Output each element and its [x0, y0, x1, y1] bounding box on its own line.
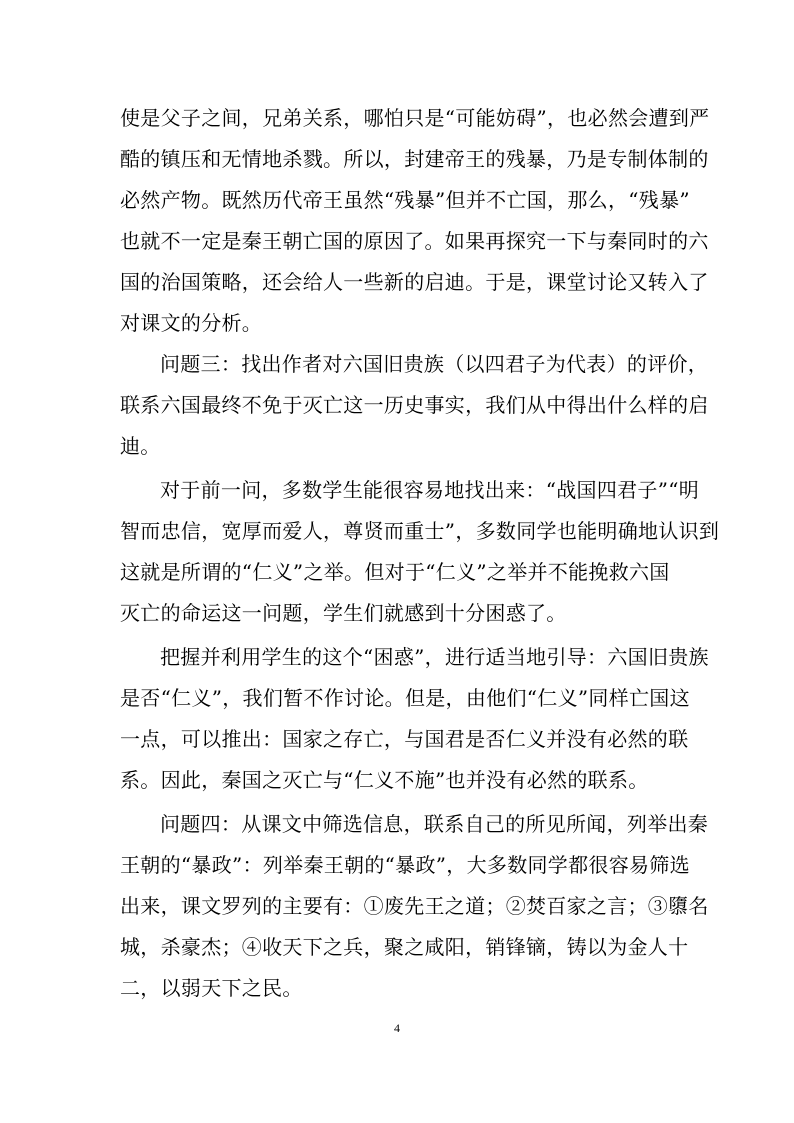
text-line: 系。因此，秦国之灭亡与“仁义不施”也并没有必然的联系。: [120, 768, 649, 792]
text-line: 是否“仁义”，我们暂不作讨论。但是，由他们“仁义”同样亡国这: [120, 686, 690, 710]
paragraph-first-line: 问题三：找出作者对六国旧贵族（以四君子为代表）的评价，: [160, 352, 709, 376]
text-line: 对课文的分析。: [120, 311, 263, 335]
paragraph-first-line: 问题四：从课文中筛选信息，联系自己的所见所闻，列举出秦: [160, 812, 709, 836]
text-line: 二，以弱天下之民。: [120, 976, 303, 1000]
text-line: 也就不一定是秦王朝亡国的原因了。如果再探究一下与秦同时的六: [120, 229, 709, 253]
text-line: 灭亡的命运这一问题，学生们就感到十分困惑了。: [120, 601, 567, 625]
text-line: 王朝的“暴政”：列举秦王朝的“暴政”，大多数同学都很容易筛选: [120, 853, 690, 877]
text-line: 这就是所谓的“仁义”之举。但对于“仁义”之举并不能挽救六国: [120, 560, 670, 584]
text-line: 出来，课文罗列的主要有：①废先王之道；②焚百家之言；③隳名: [120, 894, 709, 918]
text-line: 必然产物。既然历代帝王虽然“残暴”但并不亡国，那么，“残暴”: [120, 188, 690, 212]
paragraph-first-line: 把握并利用学生的这个“困惑”，进行适当地引导：六国旧贵族: [160, 645, 709, 669]
text-line: 智而忠信，宽厚而爱人，尊贤而重士”，多数同学也能明确地认识到: [120, 519, 720, 543]
page-number: 4: [394, 1021, 400, 1035]
text-line: 一点，可以推出：国家之存亡，与国君是否仁义并没有必然的联: [120, 727, 689, 751]
text-line: 酷的镇压和无情地杀戮。所以，封建帝王的残暴，乃是专制体制的: [120, 147, 709, 171]
text-line: 联系六国最终不免于灭亡这一历史事实，我们从中得出什么样的启: [120, 393, 709, 417]
text-line: 迪。: [120, 434, 161, 458]
text-line: 城，杀豪杰；④收天下之兵，聚之咸阳，销锋镝，铸以为金人十: [120, 935, 689, 959]
text-line: 使是父子之间，兄弟关系，哪怕只是“可能妨碍”，也必然会遭到严: [120, 106, 710, 130]
text-line: 国的治国策略，还会给人一些新的启迪。于是，课堂讨论又转入了: [120, 270, 709, 294]
paragraph-first-line: 对于前一问，多数学生能很容易地找出来：“战国四君子”“明: [160, 478, 700, 502]
